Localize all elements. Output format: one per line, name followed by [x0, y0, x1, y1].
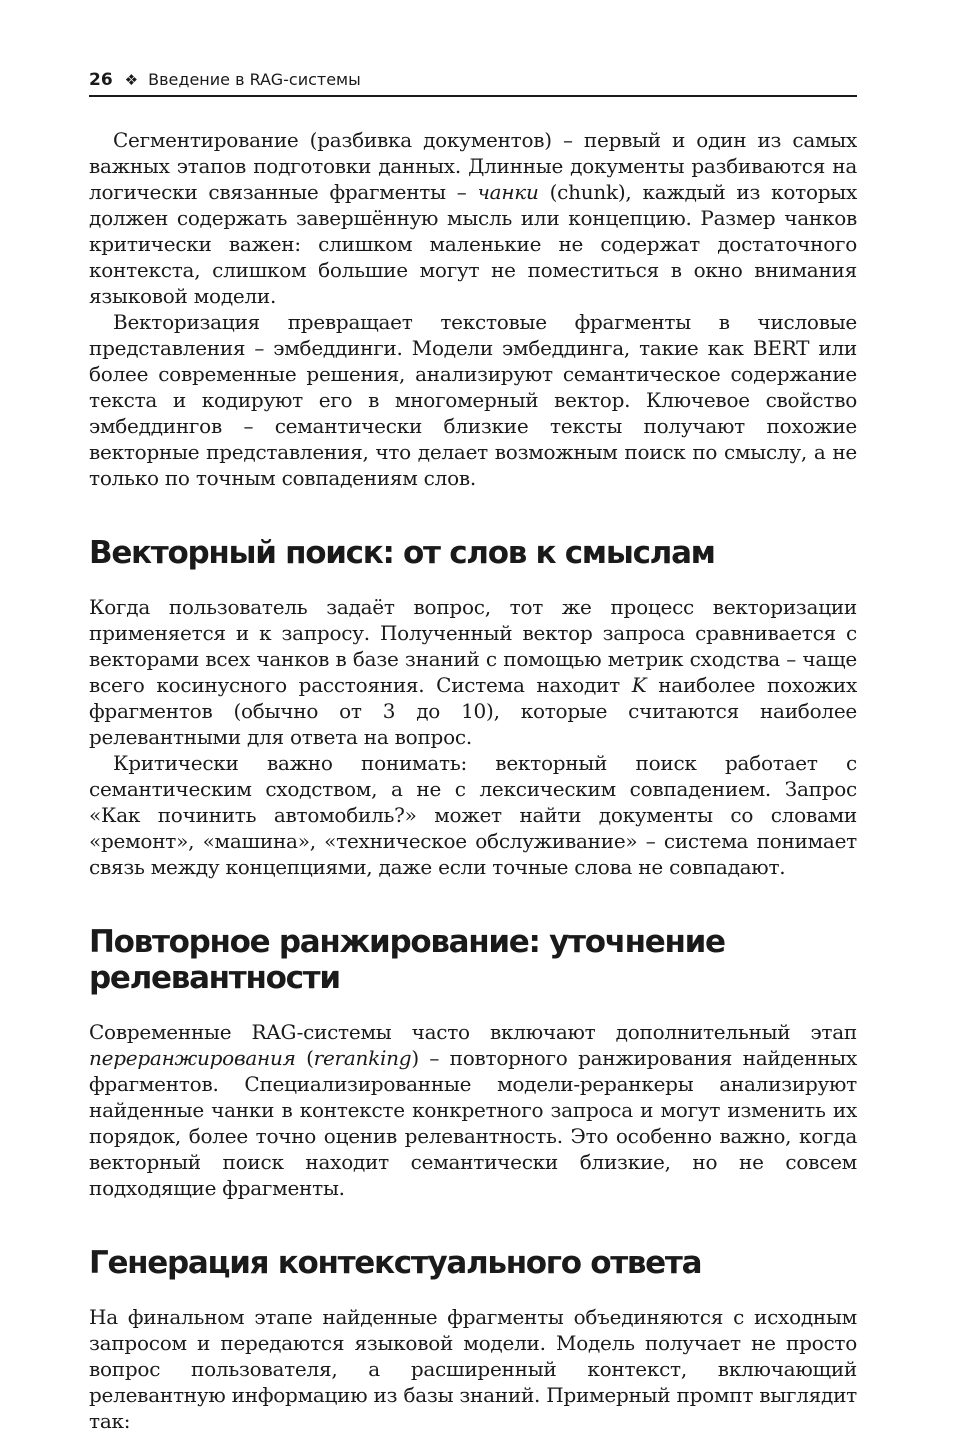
paragraph-vectorization: Векторизация превращает текстовые фрагменты в числовые представления – эмбеддинги. Модели эмбеддинга, такие как BERT или более современные решения, анализируют семантическое содержание текста и кодируют его в многомерный вектор. Ключевое свойство эмбеддингов – семантически близкие тексты получают похожие векторные представления, что делает возможным поиск по смыслу, а не только по точным совпадениям слов. [89, 310, 857, 490]
term-reranking-en: reranking [313, 1046, 412, 1070]
ornament-icon: ❖ [124, 71, 139, 89]
heading-generation: Генерация контекстуального ответа [89, 1245, 702, 1281]
page-body [89, 127, 857, 1434]
running-header [89, 70, 857, 97]
running-title: Введение в RAG-системы [148, 70, 361, 89]
term-reranking-ru: переранжирования [89, 1046, 296, 1070]
page-number: 26 [89, 70, 113, 90]
paragraph-vector-search: Когда пользователь задаёт вопрос, тот же процесс векторизации применяется и к запросу. Полученный вектор запроса сравнивается с векторами всех чанков в базе знаний с помощью метрик сходства – чаще всего косинусного расстояния. Система находит K наиболее похожих фрагментов (обычно от 3 до 10), которые считаются наиболее релевантными для ответа на вопрос. [89, 595, 857, 749]
paragraph-segmentation: Сегментирование (разбивка документов) – первый и один из самых важных этапов подготовки данных. Длинные документы разбиваются на логически связанные фрагменты – чанки (chunk), каждый из которых должен содержать завершённую мысль или концепцию. Размер чанков критически важен: слишком маленькие не содержат достаточного контекста, слишком большие могут не поместиться в окно внимания языковой модели. [89, 128, 857, 308]
heading-vector-search: Векторный поиск: от слов к смыслам [89, 535, 715, 571]
paragraph-reranking: Современные RAG-системы часто включают дополнительный этап переранжирования (reranking) – повторного ранжирования найденных фрагментов. Специализированные модели-реранкеры анализируют найденные чанки в контексте конкретного запроса и могут изменить их порядок, более точно оценив релевантность. Это особенно важно, когда векторный поиск находит семантически близкие, но не совсем подходящие фрагменты. [89, 1020, 858, 1200]
paragraph-generation: На финальном этапе найденные фрагменты объединяются с исходным запросом и передаются языковой модели. Модель получает не просто вопрос пользователя, а расширенный контекст, включающий релевантную информацию из базы знаний. Примерный промпт выглядит так: [89, 1305, 857, 1433]
term-chunks: чанки [477, 180, 539, 204]
heading-reranking: Повторное ранжирование: уточнение релевантности [89, 924, 725, 996]
paragraph-semantic-similarity: Критически важно понимать: векторный поиск работает с семантическим сходством, а не с лексическим совпадением. Запрос «Как починить автомобиль?» может найти документы со словами «ремонт», «машина», «техническое обслуживание» – система понимает связь между концепциями, даже если точные слова не совпадают. [89, 751, 857, 879]
term-k: K [631, 673, 647, 697]
